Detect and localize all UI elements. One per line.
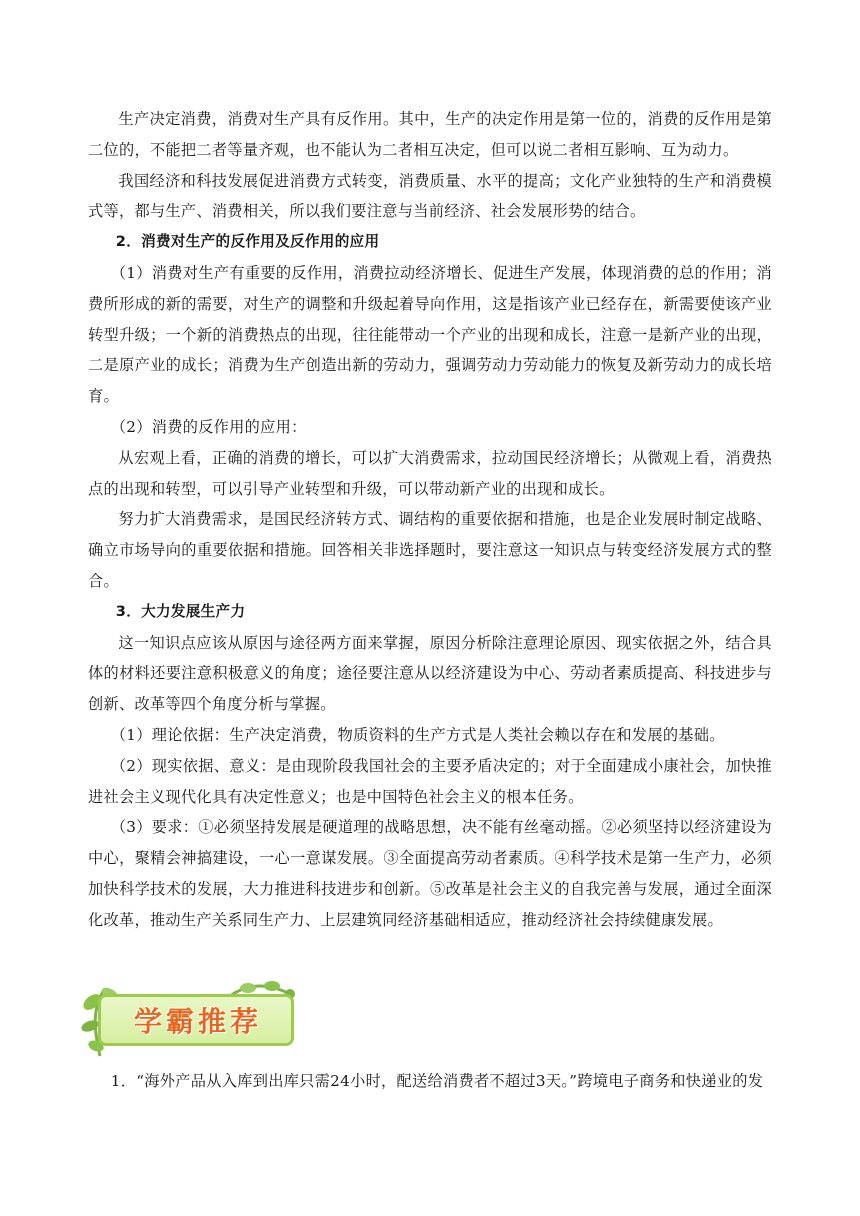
paragraph-knowledge-point: 这一知识点应该从原因与途径两方面来掌握，原因分析除注意理论原因、现实依据之外，结合具体的材料还要注意积极意义的角度；途径要注意从以经济建设为中心、劳动者素质提高、科技进步与创新、改革等四个角度分析与掌握。 bbox=[88, 633, 772, 714]
paragraph-requirements: （3）要求：①必须坚持发展是硬道理的战略思想，决不能有丝毫动摇。②必须坚持以经济建设为中心，聚精会神搞建设，一心一意谋发展。③全面提高劳动者素质。④科学技术是第一生产力，必须加快科学技术的发展，大力推进科技进步和创新。⑤改革是社会主义的自我完善与发展，通过全面深化改革，推动生产关系同生产力、上层建筑同经济基础相适应，推动经济社会持续健康发展。 bbox=[88, 818, 772, 929]
paragraph-economic-development: 我国经济和科技发展促进消费方式转变，消费质量、水平的提高；文化产业独特的生产和消费模式等，都与生产、消费相关，所以我们要注意与当前经济、社会发展形势的结合。 bbox=[88, 171, 772, 221]
paragraph-macro-micro: 从宏观上看，正确的消费的增长，可以扩大消费需求，拉动国民经济增长；从微观上看，消费热点的出现和转型，可以引导产业转型和升级，可以带动新产业的出现和成长。 bbox=[88, 448, 772, 498]
question-1-text: 1．“海外产品从入库到出库只需24小时，配送给消费者不超过3天。”跨境电子商务和快递业的发 bbox=[110, 1072, 764, 1090]
section-heading-2: 2．消费对生产的反作用及反作用的应用 bbox=[115, 233, 380, 251]
recommendation-banner bbox=[80, 980, 300, 1060]
section-heading-3: 3．大力发展生产力 bbox=[115, 602, 246, 620]
paragraph-point-1: （1）消费对生产有重要的反作用，消费拉动经济增长、促进生产发展，体现消费的总的作用；消费所形成的新的需要，对生产的调整和升级起着导向作用，这是指该产业已经存在，新需要使该产业转型升级；一个新的消费热点的出现，往往能带动一个产业的出现和成长，注意一是新产业的出现，二是原产业的成长；消费为生产创造出新的劳动力，强调劳动力劳动能力的恢复及新劳动力的成长培育。 bbox=[88, 263, 772, 406]
paragraph-theory-basis: （1）理论依据：生产决定消费，物质资料的生产方式是人类社会赖以存在和发展的基础。 bbox=[110, 725, 725, 744]
question-block bbox=[88, 1066, 772, 1097]
paragraph-expand-demand: 努力扩大消费需求，是国民经济转方式、调结构的重要依据和措施，也是企业发展时制定战略、确立市场导向的重要依据和措施。回答相关非选择题时，要注意这一知识点与转变经济发展方式的整合。 bbox=[88, 510, 772, 590]
banner-title: 学霸推荐 bbox=[134, 1005, 263, 1038]
paragraph-point-2: （2）消费的反作用的应用： bbox=[110, 417, 307, 436]
document-body bbox=[88, 104, 772, 936]
paragraph-reality-basis: （2）现实依据、意义：是由现阶段我国社会的主要矛盾决定的；对于全面建成小康社会，加快推进社会主义现代化具有决定性意义；也是中国特色社会主义的根本任务。 bbox=[88, 756, 772, 806]
paragraph-production-consumption: 生产决定消费，消费对生产具有反作用。其中，生产的决定作用是第一位的，消费的反作用是第二位的，不能把二者等量齐观，也不能认为二者相互决定，但可以说二者相互影响、互为动力。 bbox=[88, 110, 772, 159]
